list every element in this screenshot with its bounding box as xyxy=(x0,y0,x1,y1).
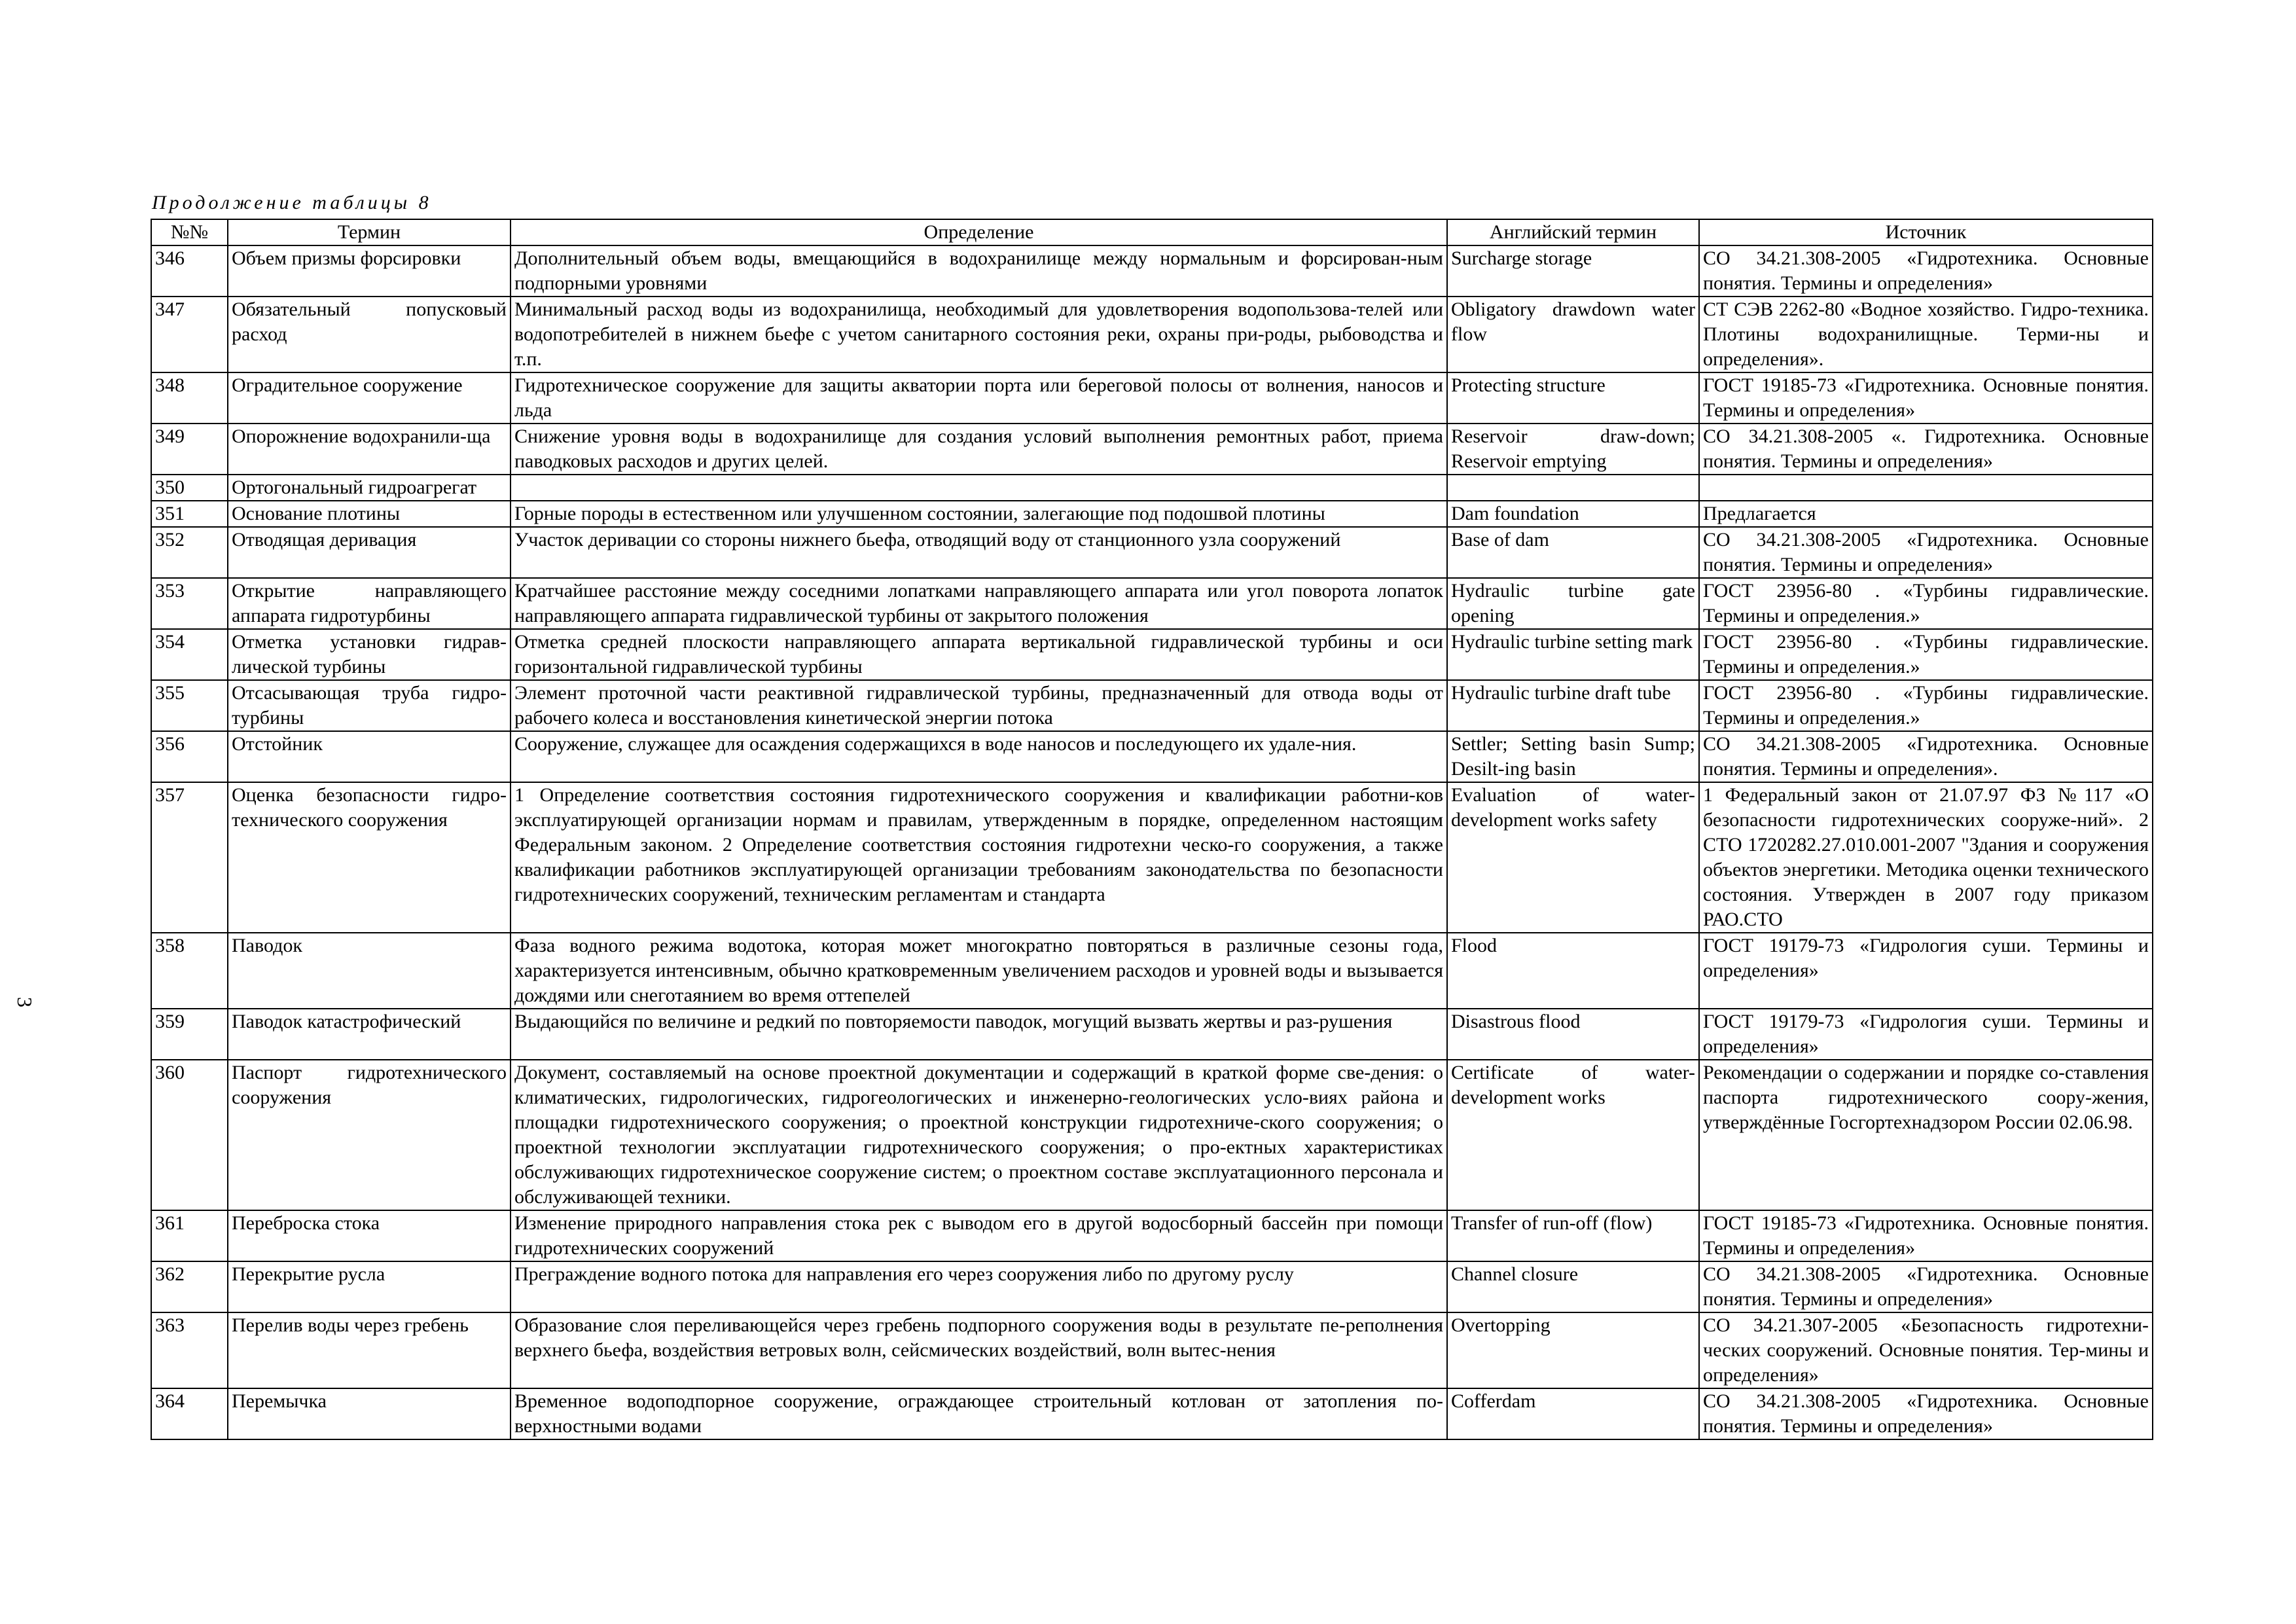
table-row xyxy=(151,527,2153,578)
table-row xyxy=(151,501,2153,527)
cell-term: Переброска стока xyxy=(228,1210,511,1261)
table-row xyxy=(151,731,2153,782)
cell-definition: Преграждение водного потока для направления его через сооружения либо по другому руслу xyxy=(511,1261,1447,1312)
cell-term: Отстойник xyxy=(228,731,511,782)
header-number: №№ xyxy=(151,219,228,245)
terms-table xyxy=(151,219,2153,1440)
cell-source: ГОСТ 19179-73 «Гидрология суши. Термины и определения» xyxy=(1699,933,2153,1009)
cell-definition: Горные породы в естественном или улучшенном состоянии, залегающие под подошвой плотины xyxy=(511,501,1447,527)
table-row xyxy=(151,424,2153,475)
cell-english-term: Surcharge storage xyxy=(1447,245,1699,297)
cell-source: СТ СЭВ 2262-80 «Водное хозяйство. Гидро-техника. Плотины водохранилищные. Терми-ны и определения». xyxy=(1699,297,2153,372)
table-row xyxy=(151,1312,2153,1388)
table-row xyxy=(151,933,2153,1009)
cell-english-term: Flood xyxy=(1447,933,1699,1009)
cell-term: Обязательный попусковый расход xyxy=(228,297,511,372)
table-row xyxy=(151,1009,2153,1060)
cell-source: ГОСТ 19185-73 «Гидротехника. Основные понятия. Термины и определения» xyxy=(1699,372,2153,424)
cell-english-term: Dam foundation xyxy=(1447,501,1699,527)
table-caption: Продолжение таблицы 8 xyxy=(152,192,432,213)
table-row xyxy=(151,1060,2153,1210)
cell-english-term: Cofferdam xyxy=(1447,1388,1699,1439)
table-body xyxy=(151,245,2153,1439)
header-definition: Определение xyxy=(511,219,1447,245)
header-term: Термин xyxy=(228,219,511,245)
table-row xyxy=(151,372,2153,424)
table-row xyxy=(151,1210,2153,1261)
cell-number: 350 xyxy=(151,475,228,501)
cell-term: Отсасывающая труба гидро-турбины xyxy=(228,680,511,731)
cell-source: СО 34.21.308-2005 «. Гидротехника. Основные понятия. Термины и определения» xyxy=(1699,424,2153,475)
cell-source: ГОСТ 23956-80 . «Турбины гидравлические. Термины и определения.» xyxy=(1699,629,2153,680)
cell-definition: Снижение уровня воды в водохранилище для создания условий выполнения ремонтных работ, приема паводковых расходов и других целей. xyxy=(511,424,1447,475)
table-row xyxy=(151,475,2153,501)
page-number: 3 xyxy=(13,997,37,1007)
table-row xyxy=(151,1261,2153,1312)
cell-number: 358 xyxy=(151,933,228,1009)
cell-source xyxy=(1699,475,2153,501)
cell-definition: Выдающийся по величине и редкий по повторяемости паводок, могущий вызвать жертвы и раз-рушения xyxy=(511,1009,1447,1060)
cell-source: СО 34.21.308-2005 «Гидротехника. Основные понятия. Термины и определения». xyxy=(1699,731,2153,782)
cell-term: Перемычка xyxy=(228,1388,511,1439)
cell-source: СО 34.21.308-2005 «Гидротехника. Основные понятия. Термины и определения» xyxy=(1699,1388,2153,1439)
cell-term: Отметка установки гидрав-лической турбины xyxy=(228,629,511,680)
cell-number: 347 xyxy=(151,297,228,372)
cell-number: 353 xyxy=(151,578,228,629)
table-row xyxy=(151,245,2153,297)
cell-term: Перекрытие русла xyxy=(228,1261,511,1312)
cell-number: 352 xyxy=(151,527,228,578)
cell-english-term: Hydraulic turbine setting mark xyxy=(1447,629,1699,680)
cell-english-term: Hydraulic turbine draft tube xyxy=(1447,680,1699,731)
cell-number: 361 xyxy=(151,1210,228,1261)
cell-definition: Гидротехническое сооружение для защиты акватории порта или береговой полосы от волнения, наносов и льда xyxy=(511,372,1447,424)
cell-number: 354 xyxy=(151,629,228,680)
cell-source: ГОСТ 23956-80 . «Турбины гидравлические. Термины и определения.» xyxy=(1699,680,2153,731)
cell-source: СО 34.21.308-2005 «Гидротехника. Основные понятия. Термины и определения» xyxy=(1699,245,2153,297)
cell-term: Перелив воды через гребень xyxy=(228,1312,511,1388)
cell-number: 351 xyxy=(151,501,228,527)
cell-definition: Образование слоя переливающейся через гребень подпорного сооружения воды в результате пе-реполнения верхнего бьефа, воздействия ветровых волн, сейсмических воздействий, волн вытес-нения xyxy=(511,1312,1447,1388)
cell-source: Предлагается xyxy=(1699,501,2153,527)
cell-source: ГОСТ 19179-73 «Гидрология суши. Термины и определения» xyxy=(1699,1009,2153,1060)
cell-number: 357 xyxy=(151,782,228,933)
cell-definition: Фаза водного режима водотока, которая может многократно повторяться в различные сезоны года, характеризуется интенсивным, обычно кратковременным увеличением расходов и уровней воды и вызывается дождями или снеготаянием во время оттепелей xyxy=(511,933,1447,1009)
table-row xyxy=(151,782,2153,933)
cell-english-term: Obligatory drawdown water flow xyxy=(1447,297,1699,372)
cell-term: Паводок xyxy=(228,933,511,1009)
cell-definition: Отметка средней плоскости направляющего аппарата вертикальной гидравлической турбины и оси горизонтальной гидравлической турбины xyxy=(511,629,1447,680)
cell-term: Открытие направляющего аппарата гидротурбины xyxy=(228,578,511,629)
cell-english-term xyxy=(1447,475,1699,501)
cell-term: Паводок катастрофический xyxy=(228,1009,511,1060)
cell-source: Рекомендации о содержании и порядке со-ставления паспорта гидротехнического соору-жения, утверждённые Госгортехнадзором России 02.06.98. xyxy=(1699,1060,2153,1210)
cell-term: Оценка безопасности гидро-технического сооружения xyxy=(228,782,511,933)
cell-definition: Дополнительный объем воды, вмещающийся в водохранилище между нормальным и форсирован-ным подпорными уровнями xyxy=(511,245,1447,297)
cell-number: 360 xyxy=(151,1060,228,1210)
cell-source: ГОСТ 19185-73 «Гидротехника. Основные понятия. Термины и определения» xyxy=(1699,1210,2153,1261)
cell-term: Оградительное сооружение xyxy=(228,372,511,424)
cell-term: Ортогональный гидроагрегат xyxy=(228,475,511,501)
table-header-row xyxy=(151,219,2153,245)
cell-definition: Кратчайшее расстояние между соседними лопатками направляющего аппарата или угол поворота лопаток направляющего аппарата гидравлической турбины от закрытого положения xyxy=(511,578,1447,629)
cell-term: Объем призмы форсировки xyxy=(228,245,511,297)
cell-number: 348 xyxy=(151,372,228,424)
header-english-term: Английский термин xyxy=(1447,219,1699,245)
cell-term: Основание плотины xyxy=(228,501,511,527)
cell-number: 356 xyxy=(151,731,228,782)
cell-source: СО 34.21.307-2005 «Безопасность гидротехни-ческих сооружений. Основные понятия. Тер-мины и определения» xyxy=(1699,1312,2153,1388)
cell-number: 362 xyxy=(151,1261,228,1312)
cell-number: 349 xyxy=(151,424,228,475)
cell-english-term: Evaluation of water-development works safety xyxy=(1447,782,1699,933)
cell-definition: Участок деривации со стороны нижнего бьефа, отводящий воду от станционного узла сооружений xyxy=(511,527,1447,578)
cell-source: СО 34.21.308-2005 «Гидротехника. Основные понятия. Термины и определения» xyxy=(1699,1261,2153,1312)
table-row xyxy=(151,1388,2153,1439)
cell-source: 1 Федеральный закон от 21.07.97 ФЗ №117 «О безопасности гидротехнических сооруже-ний». 2 СТО 1720282.27.010.001-2007 "Здания и сооружения объектов энергетики. Методика оценки технического состояния. Утвержден в 2007 году приказом РАО.СТО xyxy=(1699,782,2153,933)
table-row xyxy=(151,629,2153,680)
cell-english-term: Settler; Setting basin Sump; Desilt-ing basin xyxy=(1447,731,1699,782)
cell-definition: 1 Определение соответствия состояния гидротехнического сооружения и квалификации работни-ков эксплуатирующей организации нормам и правилам, утвержденным в порядке, определенном настоящим Федеральным законом. 2 Определение соответствия состояния гидротехни ческо-го сооружения, а также квалификации работников эксплуатирующей организации требованиям законодательства по безопасности гидротехнических сооружений, техническим регламентам и стандарта xyxy=(511,782,1447,933)
cell-english-term: Base of dam xyxy=(1447,527,1699,578)
cell-definition: Временное водоподпорное сооружение, ограждающее строительный котлован от затопления по-верхностными водами xyxy=(511,1388,1447,1439)
cell-term: Опорожнение водохранили-ща xyxy=(228,424,511,475)
cell-term: Паспорт гидротехнического сооружения xyxy=(228,1060,511,1210)
cell-english-term: Transfer of run-off (flow) xyxy=(1447,1210,1699,1261)
cell-english-term: Protecting structure xyxy=(1447,372,1699,424)
table-row xyxy=(151,578,2153,629)
cell-english-term: Channel closure xyxy=(1447,1261,1699,1312)
cell-english-term: Disastrous flood xyxy=(1447,1009,1699,1060)
cell-number: 363 xyxy=(151,1312,228,1388)
cell-number: 359 xyxy=(151,1009,228,1060)
header-source: Источник xyxy=(1699,219,2153,245)
cell-definition: Элемент проточной части реактивной гидравлической турбины, предназначенный для отвода воды от рабочего колеса и восстановления кинетической энергии потока xyxy=(511,680,1447,731)
cell-number: 346 xyxy=(151,245,228,297)
table-row xyxy=(151,680,2153,731)
cell-number: 355 xyxy=(151,680,228,731)
cell-definition: Сооружение, служащее для осаждения содержащихся в воде наносов и последующего их удале-ния. xyxy=(511,731,1447,782)
cell-source: ГОСТ 23956-80 . «Турбины гидравлические. Термины и определения.» xyxy=(1699,578,2153,629)
table-row xyxy=(151,297,2153,372)
cell-source: СО 34.21.308-2005 «Гидротехника. Основные понятия. Термины и определения» xyxy=(1699,527,2153,578)
cell-english-term: Reservoir draw-down; Reservoir emptying xyxy=(1447,424,1699,475)
cell-english-term: Certificate of water-development works xyxy=(1447,1060,1699,1210)
cell-number: 364 xyxy=(151,1388,228,1439)
cell-definition: Изменение природного направления стока рек с выводом его в другой водосборный бассейн при помощи гидротехнических сооружений xyxy=(511,1210,1447,1261)
cell-english-term: Hydraulic turbine gate opening xyxy=(1447,578,1699,629)
cell-definition xyxy=(511,475,1447,501)
cell-term: Отводящая деривация xyxy=(228,527,511,578)
cell-english-term: Overtopping xyxy=(1447,1312,1699,1388)
cell-definition: Минимальный расход воды из водохранилища, необходимый для удовлетворения водопользова-телей или водопотребителей в нижнем бьефе с учетом санитарного состояния реки, охраны при-роды, рыбоводства и т.п. xyxy=(511,297,1447,372)
cell-definition: Документ, составляемый на основе проектной документации и содержащий в краткой форме све-дения: о климатических, гидрологических, гидрогеологических и инженерно-геологических усло-виях района и площадки гидротехнического сооружения; о проектной конструкции гидротехниче-ского сооружения; о проектной технологии эксплуатации гидротехнического сооружения; о про-ектных характеристиках обслуживающих гидротехническое сооружение систем; о проектном составе эксплуатационного персонала и обслуживающей техники. xyxy=(511,1060,1447,1210)
